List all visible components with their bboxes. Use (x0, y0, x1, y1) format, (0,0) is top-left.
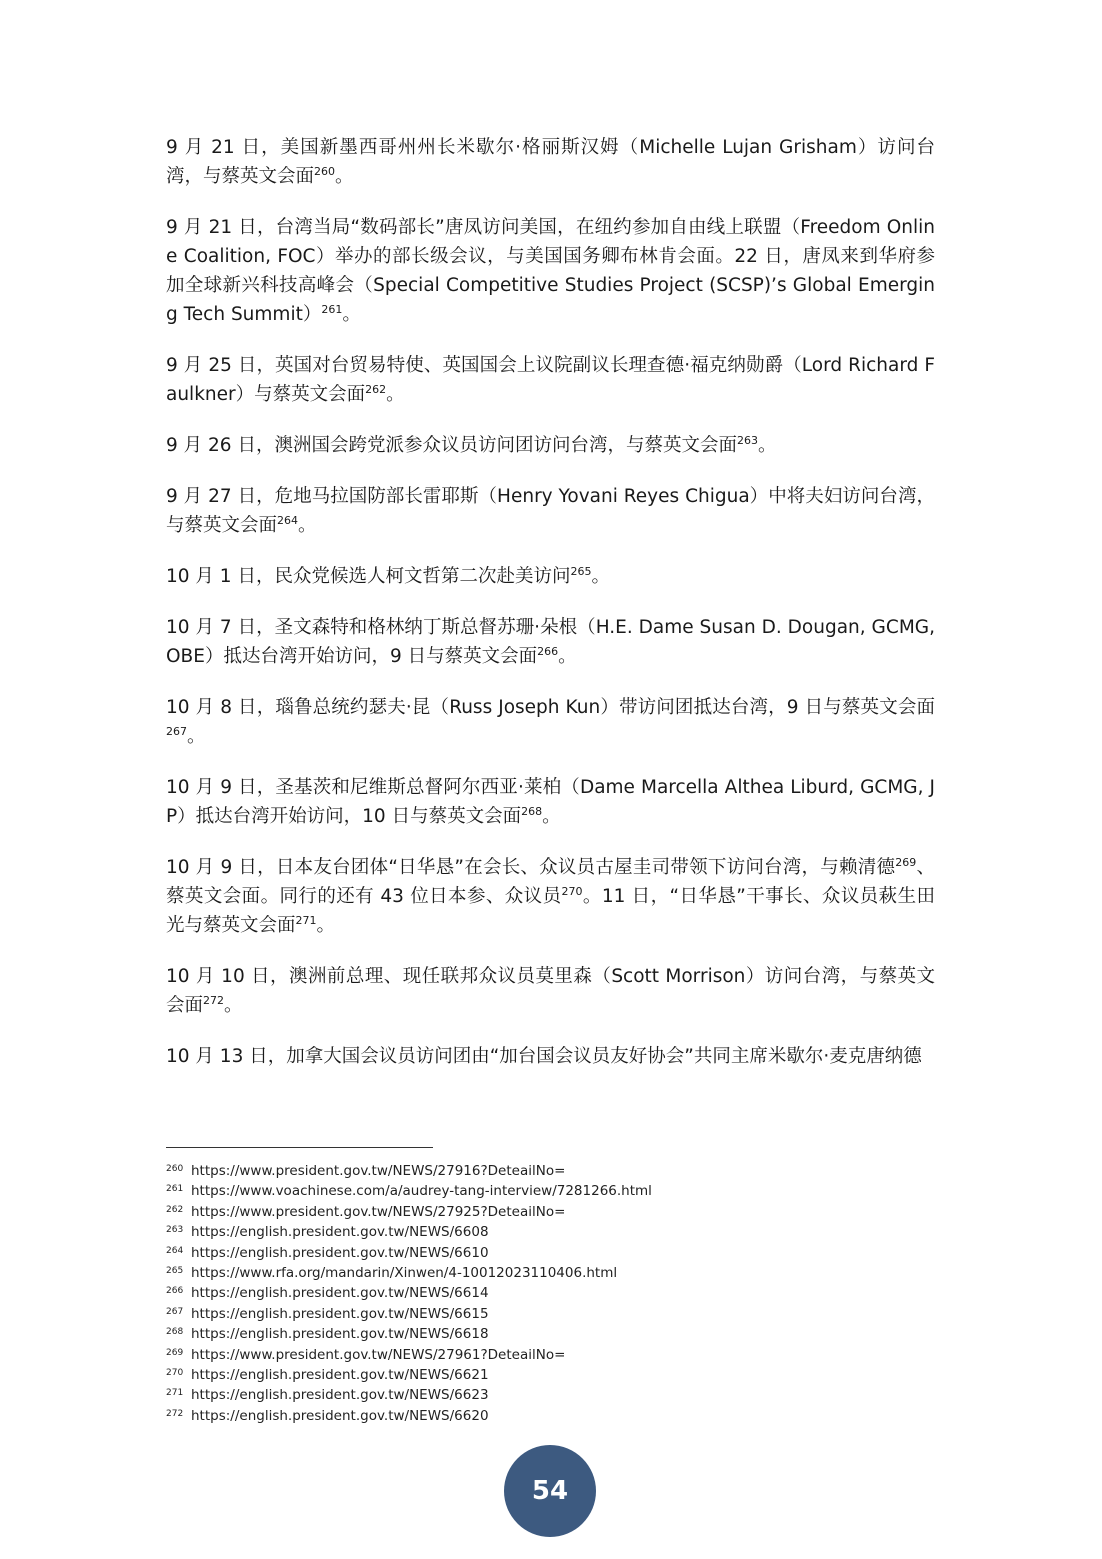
footnote-item (166, 1404, 926, 1424)
footnote-item (166, 1343, 926, 1363)
paragraph: 10 月 9 日，圣基茨和尼维斯总督阿尔西亚·莱柏（Dame Marcella Althea Liburd, GCMG, JP）抵达台湾开始访问，10 日与蔡英文会面$^{268}$。 (166, 777, 935, 827)
paragraph: 10 月 9 日，日本友台团体“日华恳”在会长、众议员古屋圭司带领下访问台湾，与赖清德$^{269}$、蔡英文会面。同行的还有 43 位日本参、众议员$^{270}$。11 日，“日华恳”干事长、众议员萩生田光与蔡英文会面$^{271}$。 (166, 855, 935, 936)
body-text (166, 133, 935, 1093)
paragraph: 9 月 26 日，澳洲国会跨党派参众议员访问团访问台湾，与蔡英文会面$^{263}$。 (166, 433, 777, 456)
paragraph: 10 月 7 日，圣文森特和格林纳丁斯总督苏珊·朵根（H.E. Dame Susan D. Dougan, GCMG, OBE）抵达台湾开始访问，9 日与蔡英文会面$^{266}$。 (166, 617, 935, 667)
footnote-link[interactable]: https://english.president.gov.tw/NEWS/6623 (191, 1387, 489, 1404)
footnote-ref[interactable]: 263 (736, 433, 758, 447)
footnote-item (166, 1159, 926, 1179)
footnote-ref[interactable]: 261 (321, 302, 343, 316)
footnote-link[interactable]: https://www.president.gov.tw/NEWS/27925?DeteailNo= (191, 1203, 566, 1220)
footnote-item (166, 1179, 926, 1199)
paragraph: 9 月 25 日，英国对台贸易特使、英国国会上议院副议长理查德·福克纳勋爵（Lord Richard Faulkner）与蔡英文会面$^{262}$。 (166, 355, 935, 405)
footnote-divider (166, 1147, 433, 1148)
footnote-ref[interactable]: 265 (570, 564, 592, 578)
footnote-ref[interactable]: 267 (166, 724, 187, 738)
footnote-number: 270 (166, 1367, 184, 1378)
footnote-link[interactable]: https://english.president.gov.tw/NEWS/6620 (191, 1407, 489, 1424)
footnote-number: 272 (166, 1408, 184, 1419)
footnote-number: 260 (166, 1164, 184, 1174)
footnote-ref[interactable]: 272 (203, 993, 225, 1007)
footnote-item (166, 1200, 926, 1220)
footnote-number: 261 (166, 1184, 184, 1195)
footnote-ref[interactable]: 260 (314, 164, 336, 178)
footnote-item (166, 1281, 926, 1301)
footnote-number: 263 (166, 1225, 184, 1236)
footnote-link[interactable]: https://english.president.gov.tw/NEWS/6615 (191, 1305, 489, 1322)
footnote-number: 268 (166, 1327, 184, 1338)
footnote-item (166, 1383, 926, 1403)
paragraph: 10 月 1 日，民众党候选人柯文哲第二次赴美访问$^{265}$。 (166, 564, 610, 587)
footnote-link[interactable]: https://www.president.gov.tw/NEWS/27916?DeteailNo= (191, 1163, 566, 1179)
footnote-link[interactable]: https://english.president.gov.tw/NEWS/6618 (191, 1326, 489, 1343)
footnote-ref[interactable]: 262 (365, 382, 387, 396)
footnote-number: 271 (166, 1388, 184, 1399)
paragraph: 10 月 10 日，澳洲前总理、现任联邦众议员莫里森（Scott Morrison）访问台湾，与蔡英文会面$^{272}$。 (166, 966, 935, 1016)
footnote-item (166, 1302, 926, 1322)
footnote-ref[interactable]: 269 (895, 855, 917, 869)
footnote-number: 262 (166, 1204, 184, 1215)
footnote-item (166, 1220, 926, 1240)
footnote-ref[interactable]: 264 (277, 513, 299, 527)
footnote-number: 267 (166, 1306, 184, 1317)
paragraph: 9 月 21 日，美国新墨西哥州州长米歇尔·格丽斯汉姆（Michelle Lujan Grisham）访问台湾，与蔡英文会面$^{260}$。 (166, 137, 935, 187)
footnote-number: 269 (166, 1347, 184, 1358)
footnote-item (166, 1363, 926, 1383)
paragraph: 9 月 27 日，危地马拉国防部长雷耶斯（Henry Yovani Reyes Chigua）中将夫妇访问台湾，与蔡英文会面$^{264}$。 (166, 486, 935, 536)
footnote-link[interactable]: https://english.president.gov.tw/NEWS/6614 (191, 1285, 489, 1302)
footnote-number: 264 (166, 1245, 184, 1256)
footnote-link[interactable]: https://english.president.gov.tw/NEWS/6608 (191, 1224, 489, 1241)
footnote-link[interactable]: https://english.president.gov.tw/NEWS/6621 (191, 1366, 489, 1383)
footnote-link[interactable]: https://english.president.gov.tw/NEWS/6610 (191, 1244, 489, 1261)
footnote-ref[interactable]: 268 (521, 804, 543, 818)
footnote-item (166, 1261, 926, 1281)
paragraph: 10 月 8 日，瑙鲁总统约瑟夫·昆（Russ Joseph Kun）带访问团抵达台湾，9 日与蔡英文会面$^{267}$。 (166, 697, 935, 747)
page-number-badge: 54 (504, 1445, 596, 1537)
footnote-ref[interactable]: 266 (537, 644, 559, 658)
footnote-number: 266 (166, 1286, 184, 1297)
footnote-ref[interactable]: 271 (295, 913, 317, 927)
paragraph: 9 月 21 日，台湾当局“数码部长”唐凤访问美国，在纽约参加自由线上联盟（Freedom Online Coalition, FOC）举办的部长级会议，与美国国务卿布林肯会面。22 日，唐凤来到华府参加全球新兴科技高峰会（Special Competitive Studies Project (SCSP)’s Global Emerging Tech Summit）$^{261}$。 (166, 217, 935, 325)
footnote-link[interactable]: https://www.voachinese.com/a/audrey-tang-interview/7281266.html (191, 1183, 652, 1200)
footnote-link[interactable]: https://www.president.gov.tw/NEWS/27961?DeteailNo= (191, 1346, 566, 1363)
footnote-link[interactable]: https://www.rfa.org/mandarin/Xinwen/4-10012023110406.html (191, 1264, 618, 1281)
footnote-number: 265 (166, 1265, 184, 1276)
footnote-item (166, 1322, 926, 1342)
footnote-ref[interactable]: 270 (561, 884, 583, 898)
footnote-item (166, 1241, 926, 1261)
footnote-list (166, 1159, 926, 1424)
paragraph: 10 月 13 日，加拿大国会议员访问团由“加台国会议员友好协会”共同主席米歇尔·麦克唐纳德 (166, 1046, 922, 1067)
